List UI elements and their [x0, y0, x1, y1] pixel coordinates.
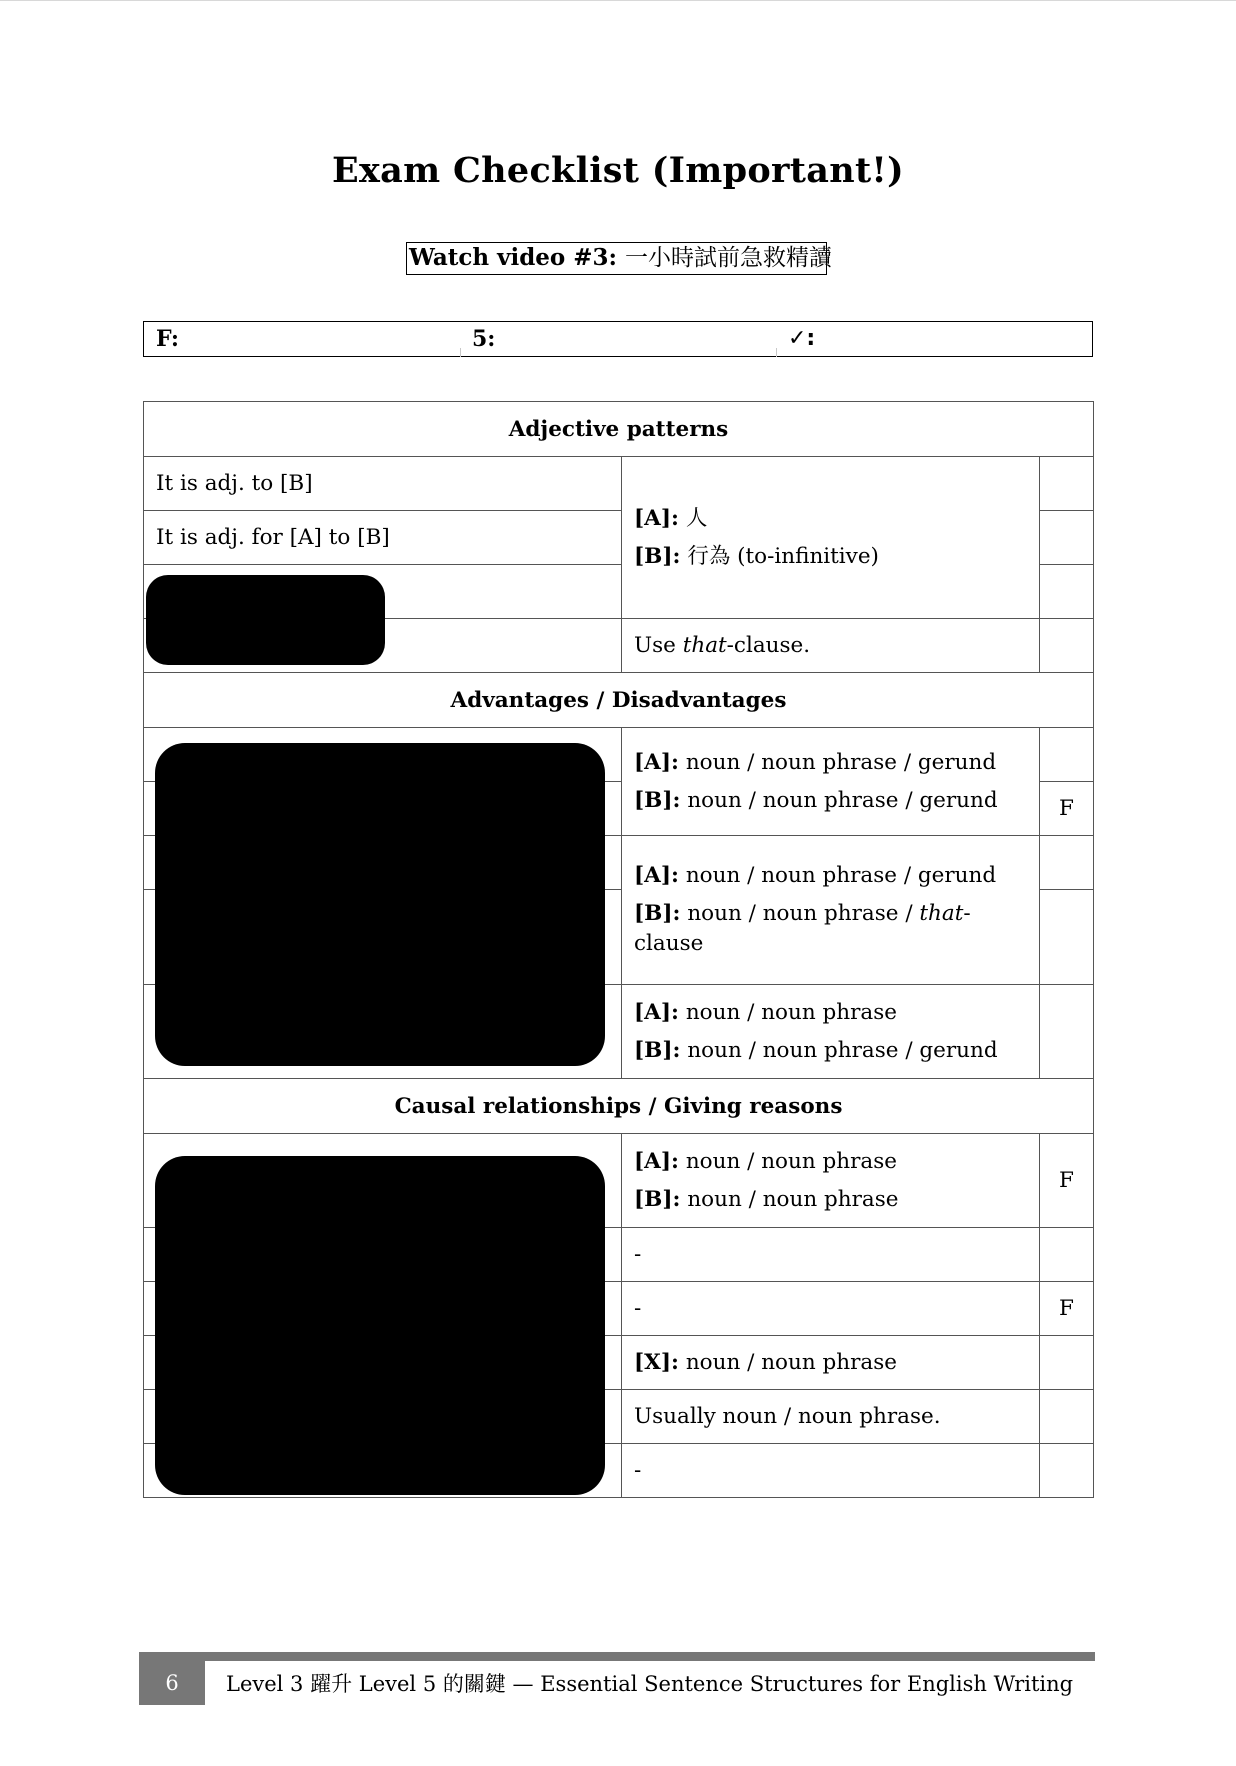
score-row: [143, 321, 1093, 357]
adjective-b-line: [634, 542, 1027, 572]
score-check-label: ✓:: [788, 326, 816, 351]
advantages-description-2: [622, 836, 1040, 985]
redaction-block: [146, 575, 385, 665]
frequency-mark: F: [1040, 1282, 1094, 1336]
footer-post: — Essential Sentence Structures for English Writing: [505, 1672, 1074, 1696]
check-cell: [1040, 836, 1094, 890]
check-cell: [1040, 1444, 1094, 1498]
redaction-block: [155, 743, 605, 1066]
use-text: Use: [634, 633, 683, 658]
adjective-pattern-2: It is adj. for [A] to [B]: [144, 511, 622, 565]
page-title: Exam Checklist (Important!): [332, 150, 904, 191]
score-f-label: F:: [156, 326, 179, 352]
a-text: noun / noun phrase / gerund: [685, 749, 997, 775]
b-text: noun / noun phrase: [687, 1186, 899, 1212]
footer-mid: Level 5: [352, 1672, 443, 1696]
b-text: noun / noun phrase /: [687, 901, 920, 926]
adv-b-line: [634, 786, 1027, 816]
b-text: noun / noun phrase / gerund: [687, 1037, 998, 1063]
b-tag: [B]:: [634, 1186, 681, 1212]
footer-title: [226, 1668, 1073, 1698]
adv-b-line: [634, 1036, 1027, 1066]
check-cell: [1040, 728, 1094, 782]
adjective-description: [622, 457, 1040, 619]
b-em: that: [919, 901, 964, 926]
a-tag: [A]:: [634, 505, 679, 531]
advantages-description-1: [622, 728, 1040, 836]
redaction-block: [155, 1156, 605, 1495]
causal-usually: Usually noun / noun phrase.: [622, 1390, 1040, 1444]
causal-dash-1: -: [622, 1228, 1040, 1282]
b-text: 行為 (to-infinitive): [687, 543, 879, 569]
page-top-line: [0, 0, 1236, 1]
score-five-label: 5:: [472, 326, 496, 352]
adjective-pattern-1: It is adj. to [B]: [144, 457, 622, 511]
page-number: 6: [139, 1661, 205, 1705]
a-tag: [A]:: [634, 1148, 679, 1174]
a-text: noun / noun phrase / gerund: [685, 863, 997, 888]
causal-dash-3: -: [622, 1444, 1040, 1498]
causal-b-line: [634, 1185, 1027, 1215]
check-cell: [1040, 619, 1094, 673]
frequency-mark: F: [1040, 1134, 1094, 1228]
video-label: Watch video #3:: [409, 244, 618, 271]
footer-zh-2: 的關鍵: [442, 1672, 506, 1696]
a-tag: [A]:: [634, 999, 679, 1025]
check-cell: [1040, 1228, 1094, 1282]
video-reference-box: [406, 242, 833, 275]
b-text: noun / noun phrase / gerund: [687, 787, 998, 813]
b-tag: [B]:: [634, 787, 681, 813]
b-tag: [B]:: [634, 1037, 681, 1063]
advantages-description-3: [622, 985, 1040, 1079]
check-cell: [1040, 890, 1094, 985]
use-post: -clause.: [726, 633, 811, 658]
frequency-mark: F: [1040, 782, 1094, 836]
adv-a-line: [634, 998, 1027, 1028]
section-header-adjective: Adjective patterns: [144, 402, 1094, 457]
use-em: that: [682, 633, 727, 658]
score-divider: [776, 348, 777, 357]
check-cell: [1040, 1336, 1094, 1390]
b-tag: [B]:: [634, 543, 681, 569]
adv-a-line: [634, 861, 1027, 891]
check-cell: [1040, 457, 1094, 511]
b-post: -clause: [634, 901, 971, 956]
check-cell: [1040, 1390, 1094, 1444]
causal-description-1: [622, 1134, 1040, 1228]
a-tag: [A]:: [634, 749, 679, 775]
a-tag: [A]:: [634, 863, 679, 888]
causal-x-line: [622, 1336, 1040, 1390]
adjective-a-line: [634, 504, 1027, 534]
a-text: noun / noun phrase: [685, 999, 897, 1025]
section-header-causal: Causal relationships / Giving reasons: [144, 1079, 1094, 1134]
x-text: noun / noun phrase: [685, 1350, 897, 1375]
footer-bar: [139, 1652, 1095, 1661]
b-tag: [B]:: [634, 901, 681, 926]
video-title: 一小時試前急救精讀: [625, 245, 833, 271]
adv-a-line: [634, 748, 1027, 778]
check-cell: [1040, 565, 1094, 619]
footer-zh-1: 躍升: [310, 1672, 353, 1696]
section-header-advantages: Advantages / Disadvantages: [144, 673, 1094, 728]
footer-pre: Level 3: [226, 1672, 311, 1696]
causal-a-line: [634, 1147, 1027, 1177]
adjective-that-clause: [622, 619, 1040, 673]
a-text: noun / noun phrase: [685, 1148, 897, 1174]
score-divider: [460, 348, 461, 357]
check-cell: [1040, 511, 1094, 565]
x-tag: [X]:: [634, 1350, 679, 1375]
adv-b-line: [634, 899, 1027, 959]
causal-dash-2: -: [622, 1282, 1040, 1336]
check-cell: [1040, 985, 1094, 1079]
a-text: 人: [685, 505, 708, 531]
